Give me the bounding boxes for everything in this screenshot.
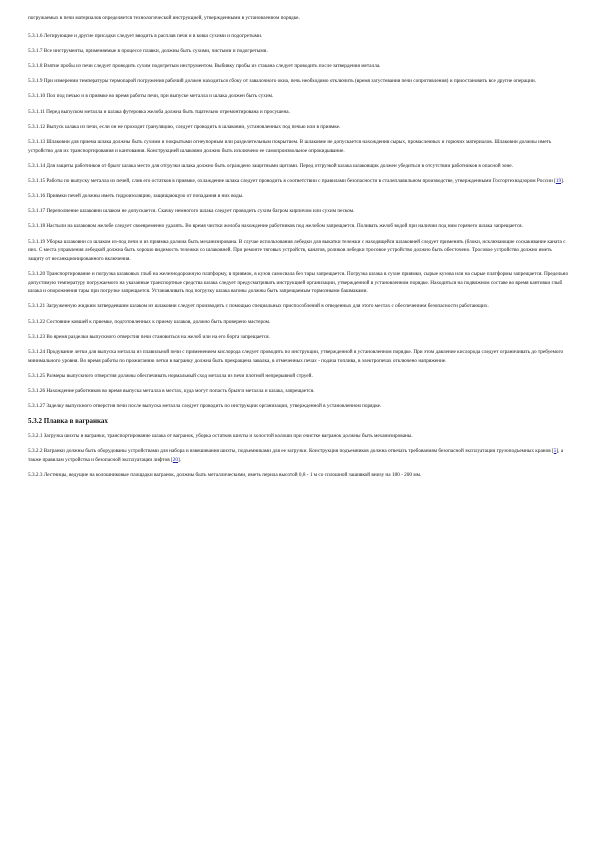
- paragraph: 5.3.1.10 Пол под печью и в приямке во время работы печи, при выпуске металла и шлака должен быть сухим.: [28, 93, 274, 100]
- paragraph: 5.3.1.26 Нахождение работников во время выпуска металла в местах, куда могут попасть брызги металла и шлака, запрещается.: [28, 387, 315, 394]
- paragraph: 5.3.1.24 Продувание летки для выпуска металла из плавильной печи с применением кислорода следует проводить по инструкции, утвержденной в установленном порядке. При этом давление кислорода следует ограничивать до требуемого минимального уровня. Во время работы по прожиганию летки в вагранку должна быть прекращена завалка, в отмеченных печах - подача топлива, в электропечах отключено напряжение.: [28, 348, 564, 364]
- paragraph-with-reference: [28, 177, 569, 186]
- paragraph: 5.3.1.25 Размеры выпускного отверстия должны обеспечивать нормальный сход металла из печи плотной непрерывной струей.: [28, 372, 313, 379]
- paragraph-text: ], а также правилам устройства и безопасной эксплуатации лифтов [: [28, 448, 564, 464]
- paragraph-tail: ].: [561, 177, 565, 184]
- paragraph: 5.3.2.1 Загрузка шихты в вагранки, транспортирование шлака от вагранок, уборка остатков шихты и холостой колоши при очистке вагранок должны быть механизированы.: [28, 433, 413, 440]
- paragraph: 5.3.1.8 Взятие пробы из печи следует проводить сухим подогретым инструментом. Выбивку пробы из стакана следует проводить после затвердения металла.: [28, 62, 381, 69]
- paragraph: 5.3.1.12 Выпуск шлака из печи, если он не проходит грануляцию, следует проводить в шлаковни, установленных под печью или в приямке.: [28, 123, 341, 130]
- paragraph: 5.3.1.9 При измерении температуры термопарой погружения рабочий должен находиться сбоку от завалочного окна, печь необходимо отключить (время загустевания печи сопротивления) и приостановить все другие операции.: [28, 78, 537, 85]
- paragraph-text: 5.3.1.15 Работы по выпуску металла из печей, слив его остатков в приямке, охлаждение шлака следует проводить в соответствии с правилами безопасности в сталеплавильном производстве, утвержденными Госгортехнадзором России [: [28, 177, 556, 184]
- section-heading: 5.3.2 Плавка в вагранках: [28, 417, 108, 426]
- paragraph: 5.3.1.21 Загруженную жидким затвердевшим шлаком из шлаковни следует производить с помощью специальных приспособлений в отведенных для этого местах с обеспечением безопасности работающих.: [28, 303, 489, 310]
- paragraph: 5.3.1.13 Шлаковни для приема шлака должны быть сухими и покрытыми огнеупорным или разделительным покрытием. В шлаковне не допускается нахождения сырых, промасленных и горючих материалов. Шлаковни должны иметь устройство для их транспортирования и кантования. Конструкцией шлаковни должно быть исключено ее самопроизвольное опрокидывание.: [28, 138, 552, 154]
- paragraph: 5.3.1.19 Уборка шлаковни со шлаком из-под печи и из приямка должна быть механизирована. В случае использования лебедки для выкатки тележки с находящейся шлаковней следует применять (блоки, исключающие соскакивание каната с них. С места управления лебедкой должна быть хорошо видимость тележки со шлаковней. При ремонте тяговых устройств, канатов, роликов лебедки тросовое устройство должно быть обесточено. Тросовое устройство должно иметь защиту от несанкционированного включения.: [28, 238, 566, 262]
- paragraph: 5.3.1.17 Переполнение шлаковни шлаком не допускается. Скачку немногого шлака следует проводить сухим багром кирпичом или сухим песком.: [28, 208, 355, 215]
- paragraph: 5.3.1.14 Для защиты работников от брызг шлака место для отгрузки шлака должно быть ограждено защитными щитами. Перед отгрузкой шлака шлаковщик должен убедиться в отсутствии работников в опасной зоне.: [28, 162, 513, 169]
- paragraph: 5.3.1.6 Легирующие и другие присадки следует вводить в расплав печи и в ковш сухими и подогретыми.: [28, 32, 263, 39]
- paragraph: 5.3.1.16 Приямки печей должны иметь гидроизоляцию, защищающую от попадания в них воды.: [28, 193, 244, 200]
- paragraph: 5.3.1.20 Транспортирование и погрузка шлаковых глыб на железнодорожную платформу, в приямок, в кузов самосвала без тары запрещается. Погрузка шлака в сухие приямки, сырые кузова или на сырые платформы запрещается. Предельно допустимую температуру погружаемого на указанные транспортные средства шлака следует предусматривать инструкцией организации, утвержденной в установленном порядке. Находиться на подвижном составе во время кантовки глыб шлака и опорожнения тары при погрузке запрещается. Устанавливать под погрузку шлака вагоны должны быть запрещаемым тормозными башмаками.: [28, 271, 569, 295]
- paragraph: 5.3.2.3 Лестницы, ведущие на колошниковые площадки вагранок, должны быть металлическими, иметь перила высотой 0,8 - 1 м со сплошной зашивкой внизу на 180 - 200 мм.: [28, 472, 422, 479]
- reference-link[interactable]: 19: [555, 177, 562, 184]
- paragraph-text: 5.3.2.2 Вагранки должны быть оборудованы устройствами для набора и взвешивания шихты, подъемниками для ее загрузки. Конструкция подъемников должна отвечать требованиям безопасной эксплуатации грузоподъемных кранов [: [28, 448, 554, 455]
- paragraph-with-reference: [28, 447, 569, 464]
- paragraph: 5.3.1.23 Во время разделки выпускного отверстия печи становиться на желоб или на его борта запрещается.: [28, 333, 270, 340]
- paragraph: 5.3.1.18 Настыли на шлаковом желобе следует своевременно удалять. Во время чистки желоба нахождение работников под желобом запрещается. Поливать желоб водой при наличии под ним горячего шлака запрещается.: [28, 223, 523, 230]
- paragraph: 5.3.1.7 Все инструменты, применяемые в процессе плавки, должны быть сухими, чистыми и подогретыми.: [28, 47, 268, 54]
- paragraph: погружаемых в печи материалов определяется технологической инструкцией, утвержденными в установленном порядке.: [28, 15, 300, 21]
- reference-link[interactable]: 20: [172, 457, 179, 464]
- paragraph: 5.3.1.11 Перед выпуском металла и шлака футеровка желоба должна быть тщательно отремонтирована и просушена.: [28, 108, 290, 115]
- paragraph: 5.3.1.22 Состояние ковшей к приемке, подготовленных к приему шлаков, должно быть проверено мастером.: [28, 318, 271, 325]
- paragraph-tail: ].: [178, 457, 182, 464]
- reference-link[interactable]: 5: [553, 448, 557, 455]
- paragraph: 5.3.1.27 Заделку выпускного отверстия печи после выпуска металла следует проводить по инструкции организации, утвержденной в установленном порядке.: [28, 403, 382, 410]
